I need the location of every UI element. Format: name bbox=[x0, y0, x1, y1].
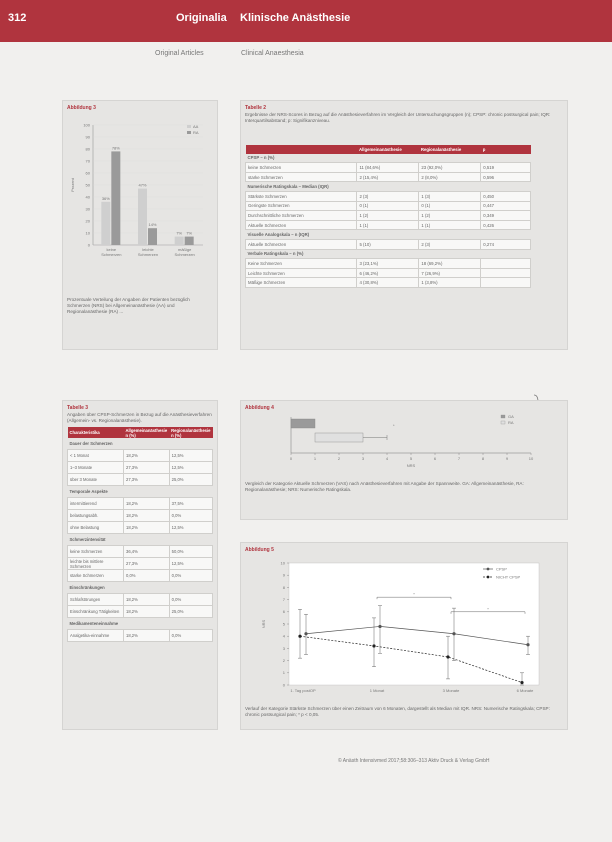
table-cell: Allgemeinanästhesie n (%) bbox=[125, 427, 168, 438]
legend-entry: RA bbox=[508, 420, 514, 425]
table-cell: 0,0% bbox=[169, 510, 212, 522]
table-cell: 12,5% bbox=[169, 522, 212, 534]
table-cell: 1 (2) bbox=[357, 211, 419, 221]
figure-3-chart bbox=[243, 555, 567, 705]
table-cell: 1 (3,8%) bbox=[419, 278, 481, 288]
table-group-row bbox=[68, 486, 213, 498]
table-2-label: Tabelle 2 bbox=[245, 105, 267, 111]
table-cell: 0,447 bbox=[481, 201, 531, 211]
table-cell: 0,0% bbox=[169, 570, 212, 582]
table-cell: < 1 Monat bbox=[68, 450, 124, 462]
table-cell: 4 (30,8%) bbox=[357, 278, 419, 288]
figure-2-box bbox=[240, 400, 568, 520]
table-row bbox=[68, 546, 213, 558]
table-2-caption: Ergebnisse der NRS-Scores in Bezug auf die Anästhesieverfahren im Vergleich der Untersuchungsgruppen (n); CPSP: chronic postsurgical pain; IQR: Interquartilsabstand; p: Signifikanzniveau. bbox=[245, 112, 551, 123]
x-tick-label: 10 bbox=[528, 456, 534, 461]
x-tick-label: 0 bbox=[289, 456, 293, 461]
y-tick-label: 20 bbox=[85, 218, 90, 224]
table-cell: 50,0% bbox=[169, 546, 212, 558]
table-cell: 0,519 bbox=[481, 163, 531, 173]
bar-data-label: 7% bbox=[186, 230, 193, 236]
y-tick-label: 1 bbox=[282, 670, 285, 676]
table-cell: 23 (92,0%) bbox=[419, 163, 481, 173]
table-cell: 18,2% bbox=[123, 606, 169, 618]
bar-aa bbox=[101, 202, 110, 245]
bar-aa bbox=[175, 237, 184, 245]
legend-swatch bbox=[187, 131, 191, 134]
legend-swatch bbox=[501, 421, 505, 424]
table-group-title: Numerische Ratingskala – Median (IQR) bbox=[246, 182, 531, 192]
data-point bbox=[372, 644, 375, 647]
section-title-2: Klinische Anästhesie bbox=[240, 12, 351, 24]
table-row bbox=[246, 211, 531, 221]
table-cell: Analgetika-einnahme bbox=[68, 630, 124, 642]
table-cell: 1 (2) bbox=[419, 211, 481, 221]
table-group-row bbox=[68, 618, 213, 630]
y-axis-label: NRS bbox=[261, 619, 266, 629]
table-cell: 18,2% bbox=[123, 450, 169, 462]
table-cell: 0 (1) bbox=[419, 201, 481, 211]
table-cell: Regionalanästhesie n (%) bbox=[171, 427, 211, 438]
table-cell: 27,3% bbox=[123, 558, 169, 570]
bar-ra bbox=[111, 151, 120, 245]
table-cell: 2 (8,0%) bbox=[419, 172, 481, 182]
figure-3-caption: Verlauf der Kategorie Stärkste Schmerzen über einen Zeitraum von 6 Monaten, dargestellt als Median mit IQR. NRS: Numerische Ratingskala; CPSP: chronic postsurgical pain; * p < 0,05. bbox=[245, 706, 550, 717]
table-row bbox=[68, 462, 213, 474]
x-tick-label: 6 Monate bbox=[516, 688, 534, 693]
table-group-row bbox=[246, 182, 531, 192]
table-cell: Aktuelle Schmerzen bbox=[246, 239, 357, 249]
table-cell: keine Schmerzen bbox=[68, 546, 124, 558]
table-row bbox=[246, 220, 531, 230]
y-tick-label: 80 bbox=[85, 146, 90, 152]
table-cell: Mäßige Schmerzen bbox=[246, 278, 357, 288]
table-cell: Stärkste Schmerzen bbox=[246, 191, 357, 201]
table-cell bbox=[481, 259, 531, 269]
table-cell: 0,450 bbox=[481, 191, 531, 201]
data-point bbox=[520, 681, 523, 684]
range-bar-ra bbox=[315, 433, 363, 442]
table-cell: Geringste Schmerzen bbox=[246, 201, 357, 211]
y-tick-label: 7 bbox=[282, 597, 285, 602]
table-cell: Aktuelle Schmerzen bbox=[246, 220, 357, 230]
table-cell: 1 (1) bbox=[419, 220, 481, 230]
table-cell: 27,3% bbox=[123, 474, 169, 486]
data-point bbox=[298, 635, 301, 638]
table-cell: p bbox=[481, 145, 531, 154]
table-cell: 0,0% bbox=[169, 630, 212, 642]
bar-data-label: 7% bbox=[176, 230, 183, 236]
figure-2-chart bbox=[243, 413, 567, 475]
table-group-title: CPSP – n (%) bbox=[246, 154, 531, 163]
table-group-title: Dauer der Schmerzen bbox=[68, 438, 213, 450]
table-row bbox=[68, 522, 213, 534]
x-tick-label: Schmerzen bbox=[174, 252, 195, 257]
table-1 bbox=[67, 427, 213, 642]
data-point bbox=[304, 632, 307, 635]
legend-entry: GA bbox=[508, 414, 514, 419]
y-tick-label: 9 bbox=[282, 572, 285, 578]
table-cell: 11 (84,6%) bbox=[357, 163, 419, 173]
bar-aa bbox=[138, 189, 147, 245]
table-cell: Allgemeinanästhesie bbox=[357, 145, 419, 154]
legend-marker bbox=[487, 576, 490, 579]
table-cell: 2 (3) bbox=[357, 191, 419, 201]
bar-ra bbox=[185, 237, 194, 245]
figure-1-caption: Prozentuale Verteilung der Angaben der Patienten bezüglich Schmerzen (NRS) bei Allgemeinanästhesie (AA) und Regionalanästhesie (RA) ... bbox=[67, 297, 190, 314]
y-tick-label: 0 bbox=[87, 242, 90, 248]
y-tick-label: 60 bbox=[85, 170, 90, 176]
legend-entry: AA bbox=[193, 124, 199, 129]
x-tick-label: 3 bbox=[361, 456, 365, 461]
legend-marker bbox=[487, 568, 490, 571]
table-cell: Schlafstörungen bbox=[68, 594, 124, 606]
table-cell: 5 (10) bbox=[357, 239, 419, 249]
x-tick-label: 4 bbox=[385, 456, 389, 461]
table-cell: starke Schmerzen bbox=[246, 172, 357, 182]
y-tick-label: 50 bbox=[85, 182, 90, 188]
y-tick-label: 30 bbox=[85, 206, 90, 212]
x-tick-label: 1. Tag postOP bbox=[290, 688, 316, 693]
x-tick-label: 8 bbox=[481, 456, 485, 461]
x-tick-label: 9 bbox=[505, 456, 509, 461]
section-subtitle: Original Articles bbox=[155, 50, 204, 57]
y-tick-label: 100 bbox=[83, 122, 90, 128]
table-row bbox=[246, 191, 531, 201]
x-tick-label: 2 bbox=[337, 456, 341, 461]
bar-data-label: 47% bbox=[138, 182, 147, 188]
figure-1-chart bbox=[65, 115, 215, 285]
figure-1-label: Abbildung 3 bbox=[67, 105, 96, 111]
table-row bbox=[68, 606, 213, 618]
table-2 bbox=[245, 145, 531, 288]
significance-marker: * bbox=[487, 606, 489, 612]
table-cell: 37,5% bbox=[169, 498, 212, 510]
table-cell: 25,0% bbox=[169, 474, 212, 486]
table-cell: 2 (3) bbox=[419, 239, 481, 249]
x-tick-label: Schmerzen bbox=[101, 252, 122, 257]
table-row bbox=[68, 630, 213, 642]
x-tick-label: 1 Monat bbox=[369, 688, 385, 693]
bar-ra bbox=[148, 228, 157, 245]
y-axis-label: Prozent bbox=[70, 178, 75, 192]
y-tick-label: 8 bbox=[282, 584, 285, 590]
table-row bbox=[246, 259, 531, 269]
y-tick-label: 5 bbox=[282, 621, 285, 627]
x-axis-label: NRS bbox=[406, 463, 416, 468]
table-cell: 27,3% bbox=[123, 462, 169, 474]
table-cell bbox=[481, 278, 531, 288]
table-1-box bbox=[62, 400, 218, 730]
table-cell: 25,0% bbox=[169, 606, 212, 618]
table-cell: 18,2% bbox=[123, 522, 169, 534]
x-tick-label: 5 bbox=[409, 456, 413, 461]
table-row bbox=[68, 474, 213, 486]
table-cell: keine Schmerzen bbox=[246, 163, 357, 173]
figure-3-box bbox=[240, 542, 568, 730]
table-group-row bbox=[68, 534, 213, 546]
table-cell: 12,5% bbox=[169, 462, 212, 474]
table-cell: 0,0% bbox=[123, 570, 169, 582]
table-group-row bbox=[246, 230, 531, 240]
table-row bbox=[68, 558, 213, 570]
table-cell: 18,2% bbox=[123, 594, 169, 606]
table-cell: Durchschnittliche Schmerzen bbox=[246, 211, 357, 221]
significance-marker: * bbox=[393, 423, 395, 428]
table-cell: belastungsabh. bbox=[68, 510, 124, 522]
table-cell bbox=[246, 145, 357, 154]
table-group-title: Einschränkungen bbox=[68, 582, 213, 594]
bar-data-label: 14% bbox=[148, 222, 157, 228]
table-row bbox=[68, 450, 213, 462]
table-header-row bbox=[68, 427, 213, 438]
significance-marker: * bbox=[413, 591, 415, 597]
section-title: Originalia bbox=[176, 12, 227, 24]
x-tick-label: mäßige bbox=[177, 247, 192, 252]
data-point bbox=[378, 625, 381, 628]
table-cell: 2 (15,4%) bbox=[357, 172, 419, 182]
data-point bbox=[452, 632, 455, 635]
table-cell: 0,426 bbox=[481, 220, 531, 230]
table-1-label: Tabelle 3 bbox=[67, 405, 89, 411]
table-group-title: Medikamenteneinnahme bbox=[68, 618, 213, 630]
table-row bbox=[246, 268, 531, 278]
table-cell: 18,2% bbox=[123, 498, 169, 510]
table-cell: 12,5% bbox=[169, 450, 212, 462]
table-cell bbox=[481, 268, 531, 278]
x-tick-label: 3 Monate bbox=[442, 688, 460, 693]
y-tick-label: 10 bbox=[85, 230, 90, 236]
x-tick-label: 1 bbox=[313, 456, 317, 461]
table-cell: Keine Schmerzen bbox=[246, 259, 357, 269]
page-number: 312 bbox=[8, 12, 27, 24]
y-tick-label: 0 bbox=[282, 682, 285, 688]
table-cell: 1 (3) bbox=[419, 191, 481, 201]
page-footer: © Anästh Intensivmed 2017;58:306–313 Aktiv Druck & Verlag GmbH bbox=[338, 758, 490, 764]
table-row bbox=[68, 594, 213, 606]
y-tick-label: 70 bbox=[85, 158, 90, 164]
table-cell: Regionalanästhesie bbox=[419, 145, 481, 154]
table-row bbox=[68, 570, 213, 582]
y-tick-label: 3 bbox=[282, 645, 285, 651]
legend-entry: RA bbox=[193, 130, 199, 135]
table-cell: starke Schmerzen bbox=[68, 570, 124, 582]
x-tick-label: Schmerzen bbox=[137, 252, 159, 257]
table-group-title: Verbale Ratingskala – n (%) bbox=[246, 249, 531, 259]
table-row bbox=[68, 510, 213, 522]
figure-2-caption: Vergleich der Kategorie Aktuelle Schmerzen (VAS) nach Anästhesieverfahren mit Angabe der Spannweite. GA: Allgemeinanästhesie, RA: Regionalanästhesie; NRS: Numerische Ratingskala. bbox=[245, 481, 524, 492]
section-subtitle-2: Clinical Anaesthesia bbox=[241, 50, 304, 57]
table-row bbox=[68, 498, 213, 510]
table-1-caption: Angaben über CPSP-Schmerzen in Bezug auf die Anästhesieverfahren (Allgemein- vs. Regionalanästhesie). bbox=[67, 412, 212, 423]
table-cell: 0,0% bbox=[169, 594, 212, 606]
table-cell: leichte bis mittlere Schmerzen bbox=[68, 558, 124, 570]
table-cell: 36,4% bbox=[123, 546, 169, 558]
table-cell: 0,596 bbox=[481, 172, 531, 182]
y-tick-label: 4 bbox=[282, 633, 285, 639]
table-group-row bbox=[68, 438, 213, 450]
table-row bbox=[246, 172, 531, 182]
data-point bbox=[446, 655, 449, 658]
table-cell: Einschränkung Tätigkeiten bbox=[68, 606, 124, 618]
table-group-title: Visuelle Analogskala – n (IQR) bbox=[246, 230, 531, 240]
table-cell: 6 (46,2%) bbox=[357, 268, 419, 278]
table-cell: ohne Belastung bbox=[68, 522, 124, 534]
table-row bbox=[246, 163, 531, 173]
figure-1-box bbox=[62, 100, 218, 350]
table-group-title: Schmerzintensität bbox=[68, 534, 213, 546]
legend-swatch bbox=[501, 415, 505, 418]
table-group-row bbox=[246, 249, 531, 259]
legend-swatch bbox=[187, 125, 191, 128]
x-tick-label: 6 bbox=[433, 456, 437, 461]
table-cell: 1–3 Monate bbox=[68, 462, 124, 474]
table-2-box bbox=[240, 100, 568, 350]
table-cell: intermittierend bbox=[68, 498, 124, 510]
legend-entry: CPSP bbox=[496, 566, 507, 572]
table-cell: 1 (1) bbox=[357, 220, 419, 230]
table-cell: 7 (26,9%) bbox=[419, 268, 481, 278]
table-row bbox=[246, 239, 531, 249]
legend-entry: NICHT CPSP bbox=[496, 574, 521, 580]
y-tick-label: 6 bbox=[282, 609, 285, 615]
table-group-title: Temporale Aspekte bbox=[68, 486, 213, 498]
table-header-row bbox=[246, 145, 531, 154]
y-tick-label: 40 bbox=[85, 194, 90, 200]
bar-data-label: 36% bbox=[101, 195, 110, 201]
bar-data-label: 78% bbox=[111, 145, 120, 151]
data-point bbox=[526, 643, 529, 646]
y-tick-label: 10 bbox=[280, 560, 285, 566]
y-tick-label: 90 bbox=[85, 134, 90, 140]
table-cell: 18,2% bbox=[123, 510, 169, 522]
figure-3-label: Abbildung 5 bbox=[245, 547, 274, 553]
table-row bbox=[246, 201, 531, 211]
table-cell: über 3 Monate bbox=[68, 474, 124, 486]
table-cell: 0,349 bbox=[481, 211, 531, 221]
x-tick-label: 7 bbox=[457, 456, 461, 461]
table-cell: 18,2% bbox=[123, 630, 169, 642]
table-group-row bbox=[246, 154, 531, 163]
table-cell: 3 (23,1%) bbox=[357, 259, 419, 269]
figure-2-label: Abbildung 4 bbox=[245, 405, 274, 411]
table-cell: Leichte Schmerzen bbox=[246, 268, 357, 278]
table-cell: 0,274 bbox=[481, 239, 531, 249]
plot-area bbox=[289, 563, 539, 685]
table-cell: Charakteristika bbox=[68, 427, 124, 438]
table-cell: 0 (1) bbox=[357, 201, 419, 211]
table-cell: 18 (69,2%) bbox=[419, 259, 481, 269]
table-group-row bbox=[68, 582, 213, 594]
x-tick-label: leichte bbox=[142, 247, 154, 252]
y-tick-label: 2 bbox=[282, 658, 285, 663]
table-cell: 12,5% bbox=[169, 558, 212, 570]
range-bar-ga bbox=[291, 419, 315, 428]
x-tick-label: keine bbox=[106, 247, 117, 252]
table-row bbox=[246, 278, 531, 288]
